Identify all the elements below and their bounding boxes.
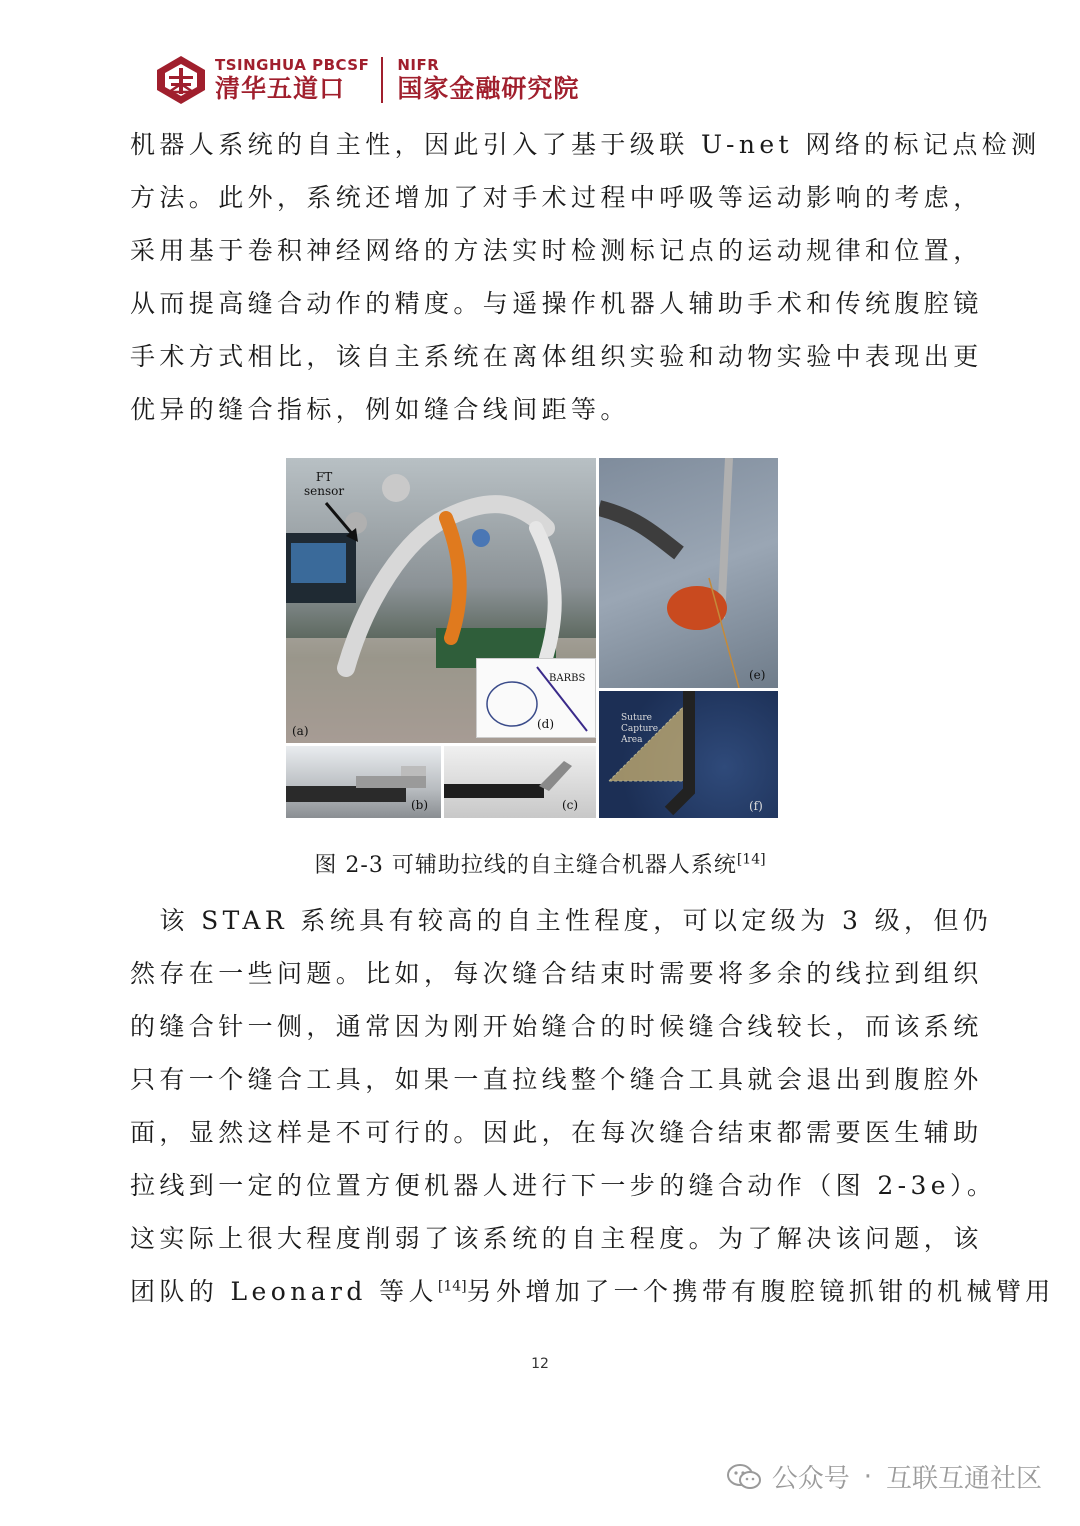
figure-panel-f [599, 691, 778, 818]
text-line: 机器人系统的自主性，因此引入了基于级联 U-net 网络的标记点检测 [130, 130, 1041, 159]
text-line: 只有一个缝合工具，如果一直拉线整个缝合工具就会退出到腹腔外 [130, 1065, 983, 1094]
text-line: 手术方式相比，该自主系统在离体组织实验和动物实验中表现出更 [130, 342, 983, 371]
nifr-cn: 国家金融研究院 [397, 74, 580, 103]
watermark-label: 公众号 [771, 1464, 850, 1494]
label-e: (e) [749, 668, 766, 682]
brand-tsinghua [215, 56, 369, 104]
text-line: 从而提高缝合动作的精度。与遥操作机器人辅助手术和传统腹腔镜 [130, 289, 983, 318]
brand-nifr [397, 56, 579, 104]
label-d: (d) [537, 717, 555, 731]
figure-panel-b [286, 746, 441, 818]
brand-cn: 清华五道口 [215, 74, 346, 103]
text-line: 拉线到一定的位置方便机器人进行下一步的缝合动作（图 2-3e）。 [130, 1171, 997, 1200]
label-barbs: BARBS [549, 673, 586, 684]
text-line: 这实际上很大程度削弱了该系统的自主程度。为了解决该问题，该 [130, 1224, 983, 1253]
caption-citation: [14] [736, 851, 766, 868]
figure-panel-c [444, 746, 596, 818]
figure-caption [0, 848, 1080, 879]
brand-divider [381, 57, 383, 103]
citation: [14] [437, 1278, 467, 1295]
tsinghua-emblem-icon [155, 54, 207, 106]
text-line: 面，显然这样是不可行的。因此，在每次缝合结束都需要医生辅助 [130, 1118, 983, 1147]
wechat-watermark [726, 1458, 1042, 1495]
figure-panel-e [599, 458, 778, 688]
label-ft-sensor: FT sensor [304, 470, 345, 498]
watermark-dot: · [863, 1461, 872, 1492]
label-c: (c) [562, 798, 579, 812]
brand-en: TSINGHUA PBCSF [215, 56, 370, 74]
text-line: 采用基于卷积神经网络的方法实时检测标记点的运动规律和位置， [130, 236, 983, 265]
page-number: 12 [531, 1356, 549, 1372]
label-b: (b) [411, 798, 429, 812]
text-line: 该 STAR 系统具有较高的自主性程度，可以定级为 3 级，但仍 [130, 906, 993, 935]
nifr-en: NIFR [397, 56, 440, 74]
figure-panel-a [286, 458, 596, 743]
header-logo [155, 52, 579, 108]
label-a: (a) [292, 724, 309, 738]
wechat-icon [726, 1463, 762, 1491]
figure-panel-d [476, 658, 596, 738]
watermark-account: 互联互通社区 [885, 1464, 1042, 1494]
label-f: (f) [749, 799, 763, 813]
figure-robot-system [286, 458, 778, 820]
caption-text: 图 2-3 可辅助拉线的自主缝合机器人系统 [314, 853, 737, 878]
text-line-last: 团队的 Leonard 等人[14]另外增加了一个携带有腹腔镜抓钳的机械臂用 [130, 1277, 1055, 1306]
text-line: 优异的缝合指标，例如缝合线间距等。 [130, 395, 630, 424]
text-line: 方法。此外，系统还增加了对手术过程中呼吸等运动影响的考虑， [130, 183, 983, 212]
text-line: 然存在一些问题。比如，每次缝合结束时需要将多余的线拉到组织 [130, 959, 983, 988]
label-suture-capture-area: Suture Capture Area [621, 713, 659, 745]
paragraph-2 [130, 894, 1055, 1318]
paragraph-1 [130, 118, 1041, 436]
text-line: 的缝合针一侧，通常因为刚开始缝合的时候缝合线较长，而该系统 [130, 1012, 983, 1041]
